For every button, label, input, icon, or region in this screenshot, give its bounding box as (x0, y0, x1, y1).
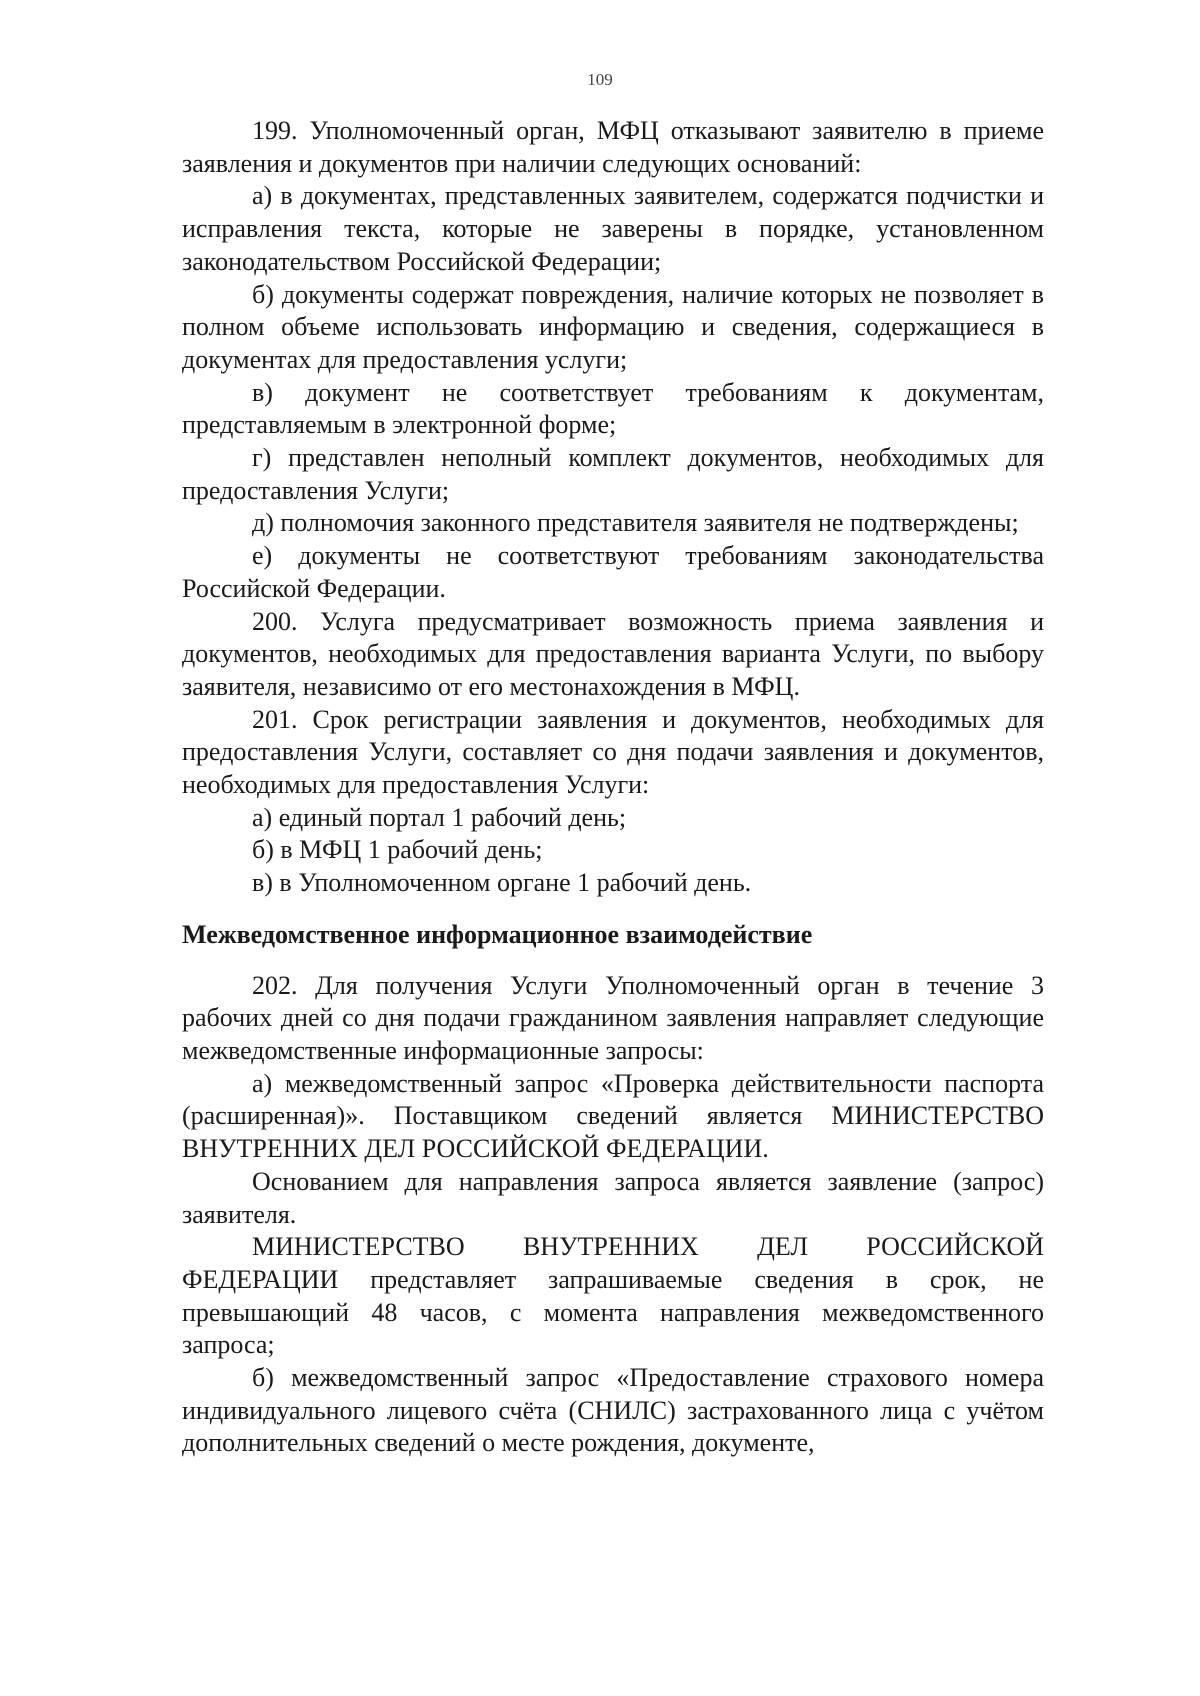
paragraph-199-b: б) документы содержат повреждения, наличие которых не позволяет в полном объеме использовать информацию и сведения, содержащиеся в документах для предоставления услуги; (182, 279, 1044, 374)
paragraph-202-a: а) межведомственный запрос «Проверка действительности паспорта (расширенная)». Поставщиком сведений является МИНИСТЕРСТВО ВНУТРЕННИХ ДЕЛ РОССИЙСКОЙ ФЕДЕРАЦИИ. (182, 1068, 1044, 1164)
paragraph-202-basis: Основанием для направления запроса является заявление (запрос) заявителя. (182, 1166, 1044, 1229)
section-heading: Межведомственное информационное взаимодействие (182, 919, 813, 949)
paragraph-199-d: д) полномочия законного представителя заявителя не подтверждены; (252, 508, 1019, 538)
paragraph-200: 200. Услуга предусматривает возможность приема заявления и документов, необходимых для предоставления варианта Услуги, по выбору заявителя, независимо от его местонахождения в МФЦ. (182, 606, 1044, 701)
paragraph-199-v: в) документ не соответствует требованиям к документам, представляемым в электронной форме; (182, 377, 1044, 440)
page-number: 109 (587, 70, 613, 89)
paragraph-201-a: а) единый портал 1 рабочий день; (252, 802, 627, 832)
paragraph-199-g: г) представлен неполный комплект документов, необходимых для предоставления Услуги; (182, 443, 1044, 505)
paragraph-201-v: в) в Уполномоченном органе 1 рабочий день. (252, 868, 752, 898)
paragraph-199: 199. Уполномоченный орган, МФЦ отказывают заявителю в приеме заявления и документов при наличии следующих оснований: (182, 116, 1044, 178)
paragraph-201-b: б) в МФЦ 1 рабочий день; (252, 835, 543, 865)
paragraph-202-b: б) межведомственный запрос «Предоставление страхового номера индивидуального лицевого счёта (СНИЛС) застрахованного лица с учётом дополнительных сведений о месте рождения, документе, (182, 1363, 1044, 1458)
paragraph-202: 202. Для получения Услуги Уполномоченный орган в течение 3 рабочих дней со дня подачи гражданином заявления направляет следующие межведомственные информационные запросы: (182, 970, 1044, 1065)
paragraph-199-a: а) в документах, представленных заявителем, содержатся подчистки и исправления текста, которые не заверены в порядке, установленном законодательством Российской Федерации; (182, 181, 1044, 276)
paragraph-201: 201. Срок регистрации заявления и документов, необходимых для предоставления Услуги, составляет со дня подачи заявления и документов, необходимых для предоставления Услуги: (182, 704, 1044, 800)
paragraph-199-e: е) документы не соответствуют требованиям законодательства Российской Федерации. (182, 541, 1044, 603)
document-body (182, 115, 1044, 1460)
paragraph-202-mvd: МИНИСТЕРСТВО ВНУТРЕННИХ ДЕЛ РОССИЙСКОЙ ФЕДЕРАЦИИ представляет запрашиваемые сведения в срок, не превышающий 48 часов, с момента направления межведомственного запроса; (182, 1232, 1044, 1360)
